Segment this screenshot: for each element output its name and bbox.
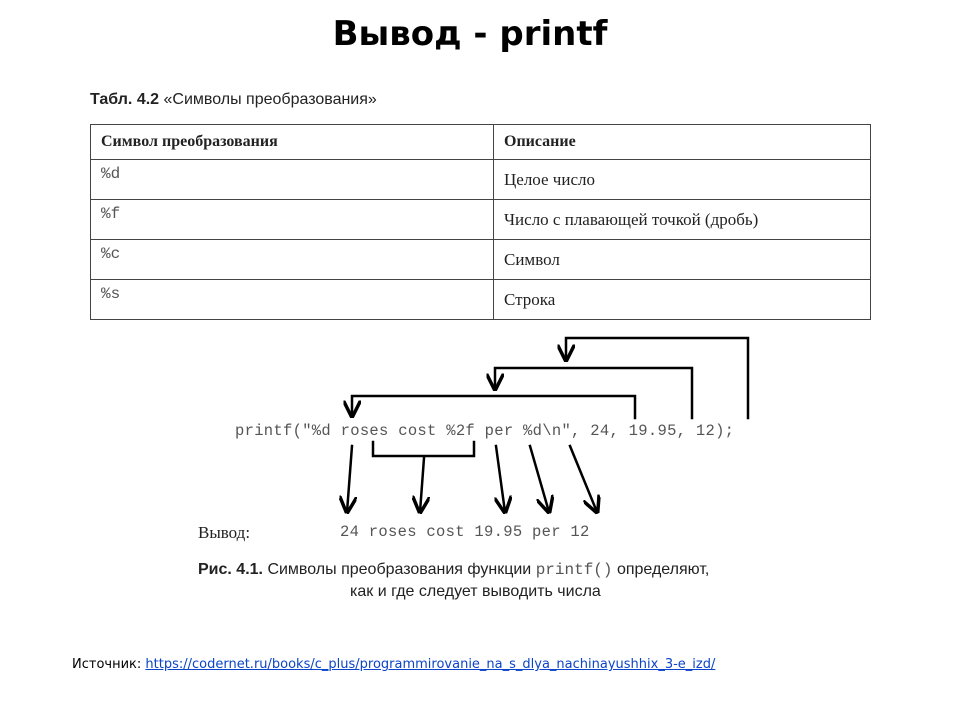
- source-line: [72, 657, 715, 672]
- figure-caption-text-end: определяют,: [616, 561, 710, 578]
- symbol-cell: %f: [91, 200, 494, 240]
- column-header-symbol: Символ преобразования: [91, 125, 494, 160]
- source-label: Источник:: [72, 657, 142, 672]
- printf-code-line: printf("%d roses cost %2f per %d\n", 24, 19.95, 12);: [235, 422, 735, 440]
- output-label: Вывод:: [198, 523, 251, 542]
- symbol-cell: %s: [91, 280, 494, 320]
- figure-caption-code: printf(): [535, 561, 613, 579]
- description-cell: Строка: [494, 280, 871, 320]
- bracket-12-to-d: [566, 338, 748, 418]
- bracket-1995-to-2f: [495, 368, 692, 418]
- figure-caption-line2: как и где следует выводить числа: [350, 583, 601, 600]
- slide-title: Вывод - printf: [332, 14, 608, 54]
- bracket-24-to-d: [352, 396, 635, 418]
- arrow-to-roses-cost: [420, 458, 424, 512]
- arrow-to-24: [347, 446, 352, 512]
- symbol-cell: %d: [91, 160, 494, 200]
- column-header-description: Описание: [494, 125, 871, 160]
- arrow-to-1995: [496, 446, 505, 512]
- figure-caption-text: Символы преобразования функции: [267, 561, 532, 578]
- description-cell: Целое число: [494, 160, 871, 200]
- arrow-to-per: [530, 446, 549, 512]
- table-caption-number: Табл. 4.2: [90, 91, 160, 108]
- figure-caption: [198, 559, 798, 603]
- arrow-to-12: [570, 446, 597, 512]
- table-caption-text: «Символы преобразования»: [163, 91, 377, 108]
- bracket-roses-cost: [373, 442, 474, 456]
- figure-caption-number: Рис. 4.1.: [198, 561, 263, 578]
- description-cell: Символ: [494, 240, 871, 280]
- source-link[interactable]: https://codernet.ru/books/c_plus/programmirovanie_na_s_dlya_nachinayushhix_3-e_izd/: [145, 657, 716, 672]
- symbol-cell: %c: [91, 240, 494, 280]
- description-cell: Число с плавающей точкой (дробь): [494, 200, 871, 240]
- output-value: 24 roses cost 19.95 per 12: [340, 523, 590, 541]
